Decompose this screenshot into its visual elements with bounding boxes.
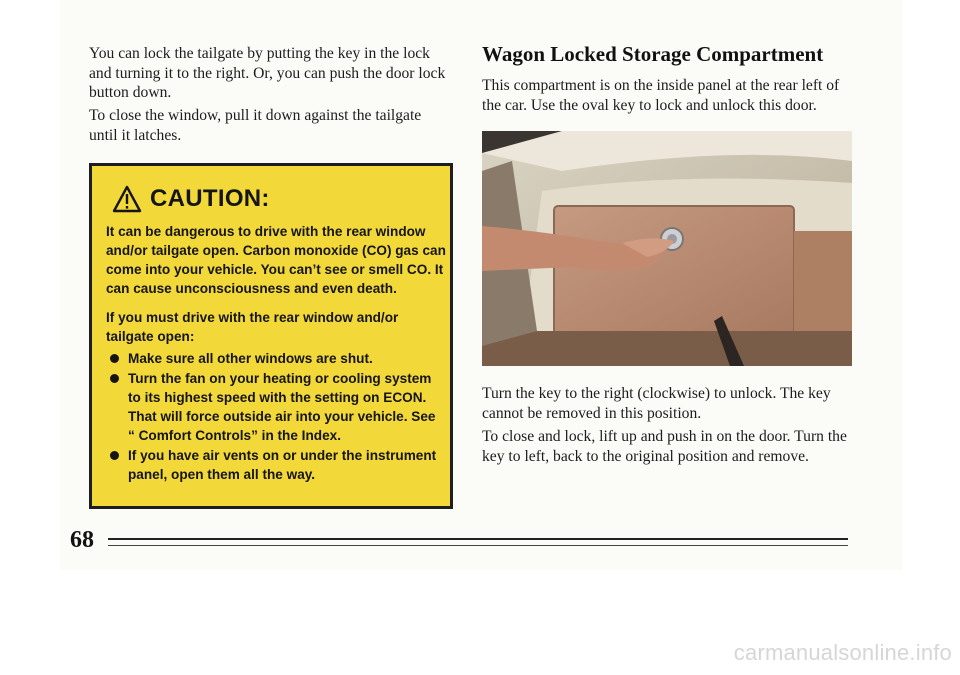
storage-compartment-photo [482, 131, 852, 366]
list-item [106, 446, 446, 484]
list-item-text: Turn the fan on your heating or cooling system to its highest speed with the setting on ECON. That will force outside air into your vehicle. See “ Comfort Controls” in the Index. [128, 371, 436, 443]
caution-header [112, 182, 270, 216]
tailgate-lock-paragraph: You can lock the tailgate by putting the key in the lock and turning it to the right. Or, you can push the door lock button down. [89, 45, 446, 101]
photo-illustration [482, 131, 852, 366]
caution-box [89, 163, 453, 509]
lock-instructions: To close and lock, lift up and push in on the door. Turn the key to left, back to the original position and remove. [482, 428, 847, 465]
footer-rule [108, 538, 848, 540]
footer-rule-thin [108, 545, 848, 546]
list-item [106, 369, 446, 445]
section-heading: Wagon Locked Storage Compartment [482, 42, 824, 66]
watermark: carmanualsonline.info [733, 640, 952, 665]
warning-triangle-icon [112, 185, 142, 213]
caution-title: CAUTION: [150, 185, 270, 212]
list-item-text: Make sure all other windows are shut. [128, 351, 373, 366]
bullet-icon [110, 374, 119, 383]
caution-condition: If you must drive with the rear window and/or tailgate open: [106, 310, 399, 344]
unlock-instructions: Turn the key to the right (clockwise) to unlock. The key cannot be removed in this position. [482, 385, 831, 422]
compartment-intro: This compartment is on the inside panel at the rear left of the car. Use the oval key to lock and unlock this door. [482, 77, 840, 114]
caution-paragraph: It can be dangerous to drive with the rear window and/or tailgate open. Carbon monoxide (CO) gas can come into your vehicle. You can’t see or smell CO. It can cause unconsciousness and even death. [106, 224, 446, 296]
list-item [106, 349, 446, 368]
bullet-icon [110, 451, 119, 460]
list-item-text: If you have air vents on or under the instrument panel, open them all the way. [128, 448, 437, 482]
page-number: 68 [70, 527, 94, 553]
bullet-icon [110, 354, 119, 363]
caution-list [106, 349, 446, 485]
close-window-paragraph: To close the window, pull it down against the tailgate until it latches. [89, 107, 422, 144]
